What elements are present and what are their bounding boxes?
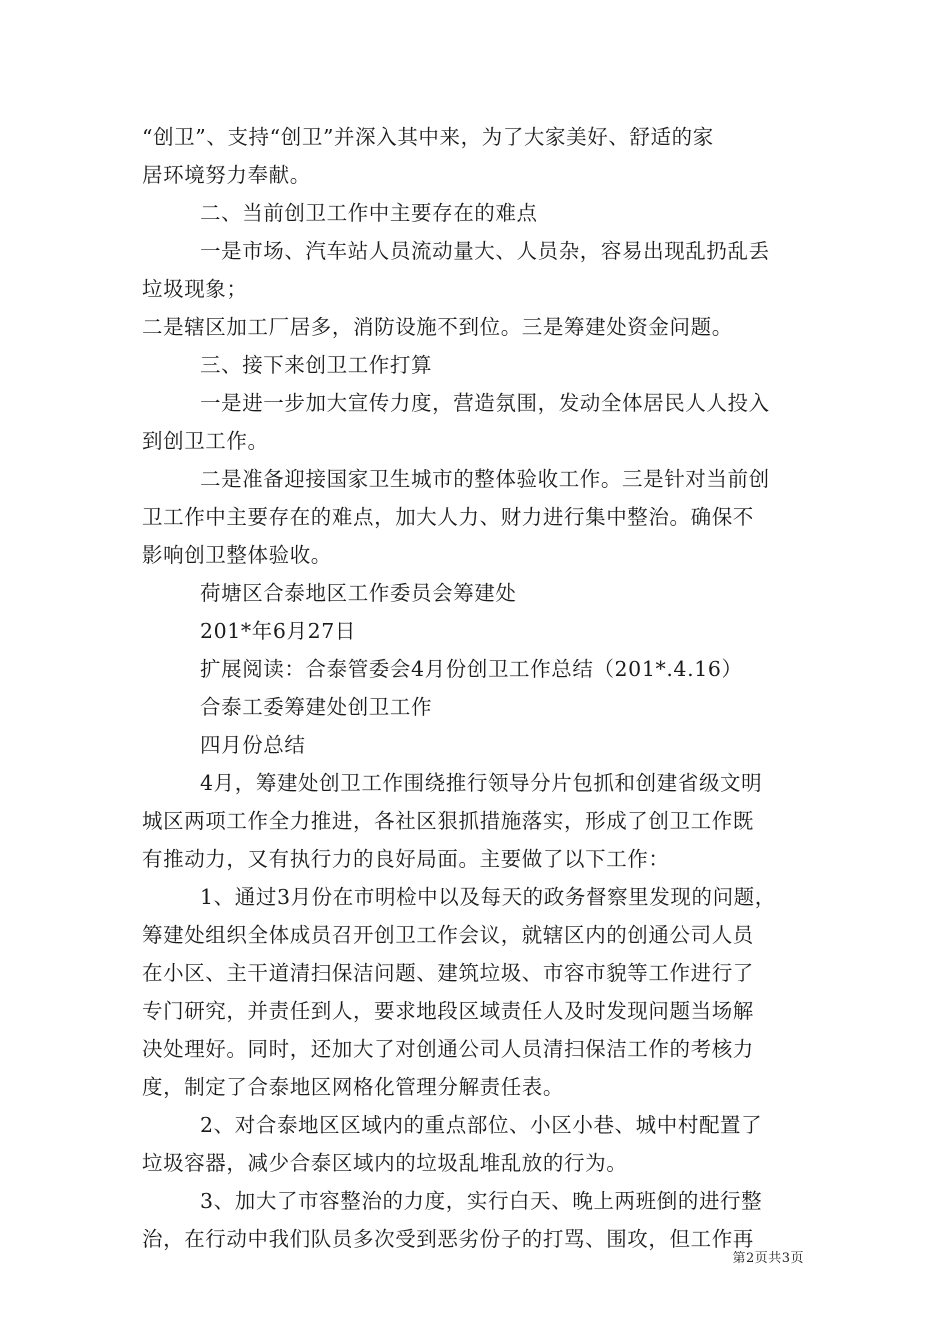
text-line: 2、对合泰地区区域内的重点部位、小区小巷、城中村配置了	[200, 1113, 763, 1137]
document-body	[142, 118, 810, 1258]
text-line: 度，制定了合泰地区网格化管理分解责任表。	[142, 1075, 564, 1099]
text-line: 4月，筹建处创卫工作围绕推行领导分片包抓和创建省级文明	[200, 771, 763, 795]
text-line: 扩展阅读：合泰管委会4月份创卫工作总结（201*.4.16）	[200, 657, 743, 681]
text-line: 荷塘区合泰地区工作委员会筹建处	[200, 581, 517, 605]
text-line: 筹建处组织全体成员召开创卫工作会议，就辖区内的创通公司人员	[142, 923, 754, 947]
text-line: 一是进一步加大宣传力度，营造氛围，发动全体居民人人投入	[200, 391, 770, 415]
text-line: 在小区、主干道清扫保洁问题、建筑垃圾、市容市貌等工作进行了	[142, 961, 754, 985]
text-line: 卫工作中主要存在的难点，加大人力、财力进行集中整治。确保不	[142, 505, 754, 529]
text-line: 1、通过3月份在市明检中以及每天的政务督察里发现的问题，	[200, 885, 776, 909]
text-line: “创卫”、支持“创卫”并深入其中来，为了大家美好、舒适的家	[142, 125, 714, 149]
text-line: 垃圾现象；	[142, 277, 248, 301]
text-line: 有推动力，又有执行力的良好局面。主要做了以下工作：	[142, 847, 670, 871]
text-line: 合泰工委筹建处创卫工作	[200, 695, 433, 719]
text-line: 城区两项工作全力推进，各社区狠抓措施落实，形成了创卫工作既	[142, 809, 754, 833]
text-line: 3、加大了市容整治的力度，实行白天、晚上两班倒的进行整	[200, 1189, 763, 1213]
text-line: 决处理好。同时，还加大了对创通公司人员清扫保洁工作的考核力	[142, 1037, 754, 1061]
text-line: 居环境努力奉献。	[142, 163, 311, 187]
text-line: 四月份总结	[200, 733, 306, 757]
text-line: 201*年6月27日	[200, 619, 357, 643]
text-line: 垃圾容器，减少合泰区域内的垃圾乱堆乱放的行为。	[142, 1151, 628, 1175]
text-line: 三、接下来创卫工作打算	[200, 353, 433, 377]
text-line: 到创卫工作。	[142, 429, 269, 453]
text-line: 二、当前创卫工作中主要存在的难点	[200, 201, 538, 225]
text-line: 治，在行动中我们队员多次受到恶劣份子的打骂、围攻，但工作再	[142, 1227, 754, 1251]
text-line: 一是市场、汽车站人员流动量大、人员杂，容易出现乱扔乱丢	[200, 239, 770, 263]
page-number: 第2页共3页	[732, 1251, 804, 1266]
text-line: 二是辖区加工厂居多，消防设施不到位。三是筹建处资金问题。	[142, 315, 733, 339]
text-line: 二是准备迎接国家卫生城市的整体验收工作。三是针对当前创	[200, 467, 770, 491]
text-line: 影响创卫整体验收。	[142, 543, 332, 567]
text-line: 专门研究，并责任到人，要求地段区域责任人及时发现问题当场解	[142, 999, 754, 1023]
